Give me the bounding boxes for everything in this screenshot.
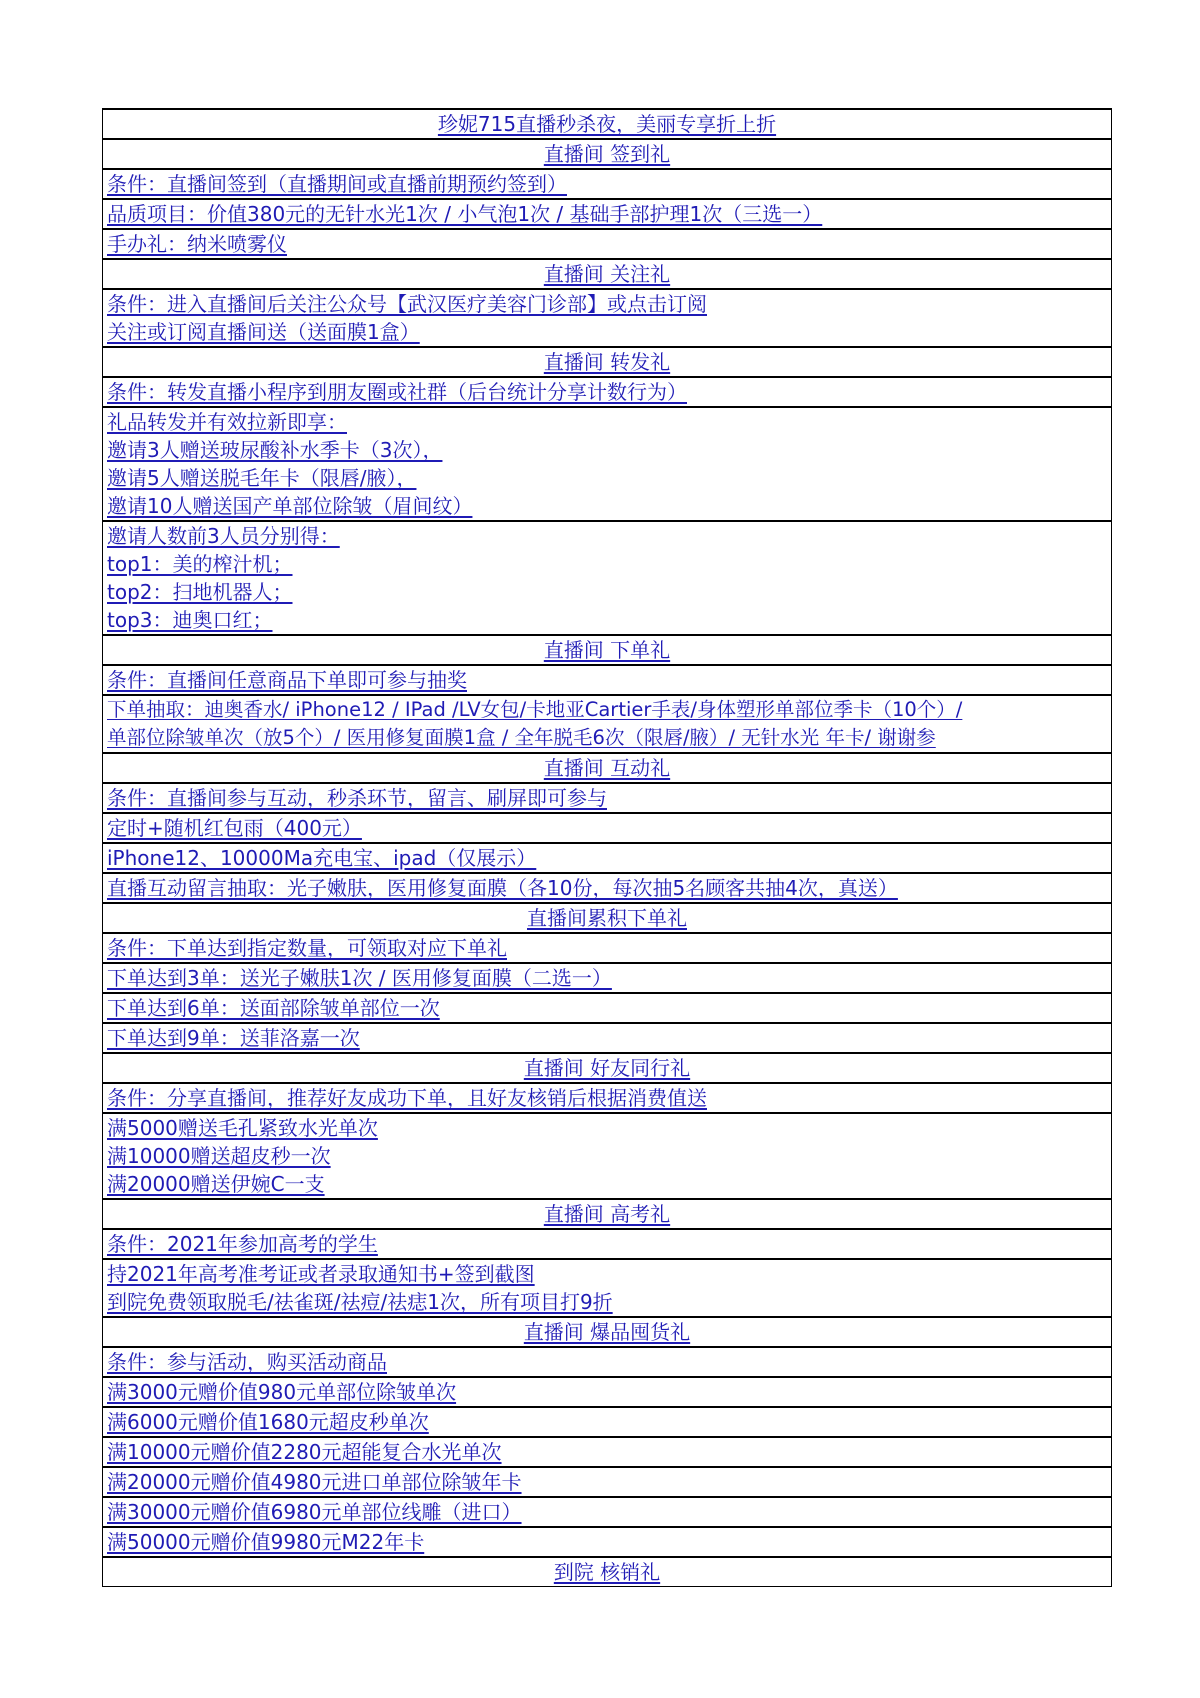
activity-table — [102, 108, 1112, 1587]
section-header-row — [103, 753, 1112, 783]
table-row — [103, 550, 1112, 578]
table-row — [103, 813, 1112, 843]
section-header-cell — [103, 753, 1112, 783]
section-header-row — [103, 109, 1112, 139]
cell-text: 下单抽取：迪奥香水/ iPhone12 / IPad /LV女包/卡地亚Cartier手表/身体塑形单部位季卡（10个）/ — [107, 698, 963, 721]
section-header-row — [103, 1053, 1112, 1083]
section-header: 直播间 高考礼 — [543, 1202, 671, 1226]
section-header-cell — [103, 1557, 1112, 1587]
table-cell — [103, 1497, 1112, 1527]
section-header: 珍妮715直播秒杀夜，美丽专享折上折 — [437, 112, 777, 136]
table-cell — [103, 377, 1112, 407]
cell-text: 下单达到6单：送面部除皱单部位一次 — [107, 996, 440, 1020]
cell-text: 邀请10人赠送国产单部位除皱（眉间纹） — [107, 494, 473, 518]
table-cell — [103, 1170, 1112, 1199]
table-cell — [103, 873, 1112, 903]
table-cell — [103, 606, 1112, 635]
table-row — [103, 933, 1112, 963]
table-cell — [103, 665, 1112, 695]
cell-text: iPhone12、10000Ma充电宝、ipad（仅展示） — [107, 846, 537, 870]
section-header-cell — [103, 109, 1112, 139]
table-row — [103, 1497, 1112, 1527]
cell-text: 下单达到9单：送菲洛嘉一次 — [107, 1026, 360, 1050]
table-cell — [103, 783, 1112, 813]
cell-text: 礼品转发并有效拉新即享： — [107, 410, 347, 434]
table-row — [103, 783, 1112, 813]
table-row — [103, 169, 1112, 199]
cell-text: 持2021年高考准考证或者录取通知书+签到截图 — [107, 1262, 535, 1286]
cell-text: 满50000元赠价值9980元M22年卡 — [107, 1530, 425, 1554]
section-header: 直播间 签到礼 — [543, 142, 671, 166]
table-cell — [103, 1229, 1112, 1259]
table-cell — [103, 993, 1112, 1023]
table-cell — [103, 1347, 1112, 1377]
table-row — [103, 464, 1112, 492]
section-header-row — [103, 347, 1112, 377]
table-row — [103, 724, 1112, 753]
section-header: 直播间 爆品囤货礼 — [523, 1320, 691, 1344]
table-row — [103, 1142, 1112, 1170]
table-cell — [103, 1113, 1112, 1142]
section-header-cell — [103, 1317, 1112, 1347]
cell-text: 满3000元赠价值980元单部位除皱单次 — [107, 1380, 457, 1404]
table-row — [103, 843, 1112, 873]
section-header: 直播间 互动礼 — [543, 756, 671, 780]
table-row — [103, 289, 1112, 318]
table-cell — [103, 169, 1112, 199]
cell-text: 直播互动留言抽取：光子嫩肤，医用修复面膜（各10份，每次抽5名顾客共抽4次，真送） — [107, 876, 898, 900]
cell-text: 满20000元赠价值4980元进口单部位除皱年卡 — [107, 1470, 522, 1494]
table-row — [103, 993, 1112, 1023]
table-cell — [103, 1527, 1112, 1557]
table-cell — [103, 436, 1112, 464]
table-cell — [103, 229, 1112, 259]
section-header-row — [103, 1317, 1112, 1347]
cell-text: top3：迪奥口红； — [107, 608, 273, 632]
table-row — [103, 1347, 1112, 1377]
table-row — [103, 1229, 1112, 1259]
table-cell — [103, 199, 1112, 229]
table-row — [103, 1170, 1112, 1199]
section-header-row — [103, 259, 1112, 289]
section-header-row — [103, 1557, 1112, 1587]
section-header: 到院 核销礼 — [553, 1560, 661, 1584]
table-row — [103, 199, 1112, 229]
table-cell — [103, 1083, 1112, 1113]
section-header-cell — [103, 139, 1112, 169]
cell-text: 条件：下单达到指定数量，可领取对应下单礼 — [107, 936, 507, 960]
section-header-cell — [103, 1199, 1112, 1229]
table-cell — [103, 1259, 1112, 1288]
cell-text: 手办礼：纳米喷雾仪 — [107, 232, 287, 256]
section-header: 直播间累积下单礼 — [527, 906, 687, 930]
section-header-row — [103, 903, 1112, 933]
cell-text: 条件：直播间签到（直播期间或直播前期预约签到） — [107, 172, 567, 196]
table-cell — [103, 963, 1112, 993]
table-row — [103, 873, 1112, 903]
table-row — [103, 1023, 1112, 1053]
cell-text: 到院免费领取脱毛/祛雀斑/祛痘/祛痣1次，所有项目打9折 — [107, 1290, 613, 1314]
table-cell — [103, 933, 1112, 963]
cell-text: 满10000元赠价值2280元超能复合水光单次 — [107, 1440, 502, 1464]
cell-text: 单部位除皱单次（放5个）/ 医用修复面膜1盒 / 全年脱毛6次（限唇/腋）/ 无针水光 年卡/ 谢谢参 — [107, 726, 936, 749]
cell-text: 条件：进入直播间后关注公众号【武汉医疗美容门诊部】或点击订阅 — [107, 292, 707, 316]
table-row — [103, 229, 1112, 259]
cell-text: 邀请3人赠送玻尿酸补水季卡（3次）， — [107, 438, 443, 462]
section-header: 直播间 好友同行礼 — [523, 1056, 691, 1080]
table-row — [103, 695, 1112, 724]
section-header: 直播间 关注礼 — [543, 262, 671, 286]
cell-text: 条件：直播间参与互动，秒杀环节，留言、刷屏即可参与 — [107, 786, 607, 810]
cell-text: 条件：转发直播小程序到朋友圈或社群（后台统计分享计数行为） — [107, 380, 687, 404]
cell-text: 邀请人数前3人员分别得： — [107, 524, 340, 548]
table-cell — [103, 550, 1112, 578]
table-cell — [103, 1467, 1112, 1497]
cell-text: 品质项目：价值380元的无针水光1次 / 小气泡1次 / 基础手部护理1次（三选一） — [107, 202, 823, 226]
table-row — [103, 318, 1112, 347]
cell-text: 定时+随机红包雨（400元） — [107, 816, 362, 840]
cell-text: 满20000赠送伊婉C一支 — [107, 1172, 325, 1196]
cell-text: 条件：2021年参加高考的学生 — [107, 1232, 378, 1256]
table-row — [103, 1467, 1112, 1497]
table-cell — [103, 578, 1112, 606]
section-header-cell — [103, 903, 1112, 933]
table-row — [103, 1407, 1112, 1437]
table-cell — [103, 1142, 1112, 1170]
section-header-row — [103, 139, 1112, 169]
table-row — [103, 1377, 1112, 1407]
section-header-row — [103, 635, 1112, 665]
table-cell — [103, 1437, 1112, 1467]
table-row — [103, 1527, 1112, 1557]
cell-text: 条件：分享直播间，推荐好友成功下单，且好友核销后根据消费值送 — [107, 1086, 707, 1110]
table-row — [103, 407, 1112, 436]
table-cell — [103, 1288, 1112, 1317]
section-header: 直播间 下单礼 — [543, 638, 671, 662]
table-row — [103, 963, 1112, 993]
table-cell — [103, 813, 1112, 843]
cell-text: 满30000元赠价值6980元单部位线雕（进口） — [107, 1500, 522, 1524]
table-row — [103, 377, 1112, 407]
table-cell — [103, 843, 1112, 873]
table-row — [103, 665, 1112, 695]
cell-text: 下单达到3单：送光子嫩肤1次 / 医用修复面膜（二选一） — [107, 966, 612, 990]
table-cell — [103, 695, 1112, 724]
section-header-cell — [103, 635, 1112, 665]
table-cell — [103, 492, 1112, 521]
cell-text: top1：美的榨汁机； — [107, 552, 293, 576]
section-header-cell — [103, 259, 1112, 289]
table-cell — [103, 289, 1112, 318]
cell-text: 关注或订阅直播间送（送面膜1盒） — [107, 320, 420, 344]
cell-text: 条件：直播间任意商品下单即可参与抽奖 — [107, 668, 467, 692]
section-header-cell — [103, 347, 1112, 377]
table-row — [103, 1288, 1112, 1317]
table-cell — [103, 1023, 1112, 1053]
cell-text: 邀请5人赠送脱毛年卡（限唇/腋）， — [107, 466, 417, 490]
cell-text: top2：扫地机器人； — [107, 580, 293, 604]
section-header-cell — [103, 1053, 1112, 1083]
table-cell — [103, 1407, 1112, 1437]
table-cell — [103, 1377, 1112, 1407]
table-row — [103, 606, 1112, 635]
cell-text: 条件：参与活动，购买活动商品 — [107, 1350, 387, 1374]
table-row — [103, 1437, 1112, 1467]
table-row — [103, 521, 1112, 550]
table-cell — [103, 464, 1112, 492]
table-row — [103, 1113, 1112, 1142]
table-cell — [103, 318, 1112, 347]
cell-text: 满6000元赠价值1680元超皮秒单次 — [107, 1410, 429, 1434]
table-cell — [103, 407, 1112, 436]
section-header: 直播间 转发礼 — [543, 350, 671, 374]
cell-text: 满5000赠送毛孔紧致水光单次 — [107, 1116, 378, 1140]
table-row — [103, 1083, 1112, 1113]
cell-text: 满10000赠送超皮秒一次 — [107, 1144, 331, 1168]
table-row — [103, 492, 1112, 521]
section-header-row — [103, 1199, 1112, 1229]
table-cell — [103, 521, 1112, 550]
table-row — [103, 1259, 1112, 1288]
table-row — [103, 578, 1112, 606]
table-row — [103, 436, 1112, 464]
table-cell — [103, 724, 1112, 753]
